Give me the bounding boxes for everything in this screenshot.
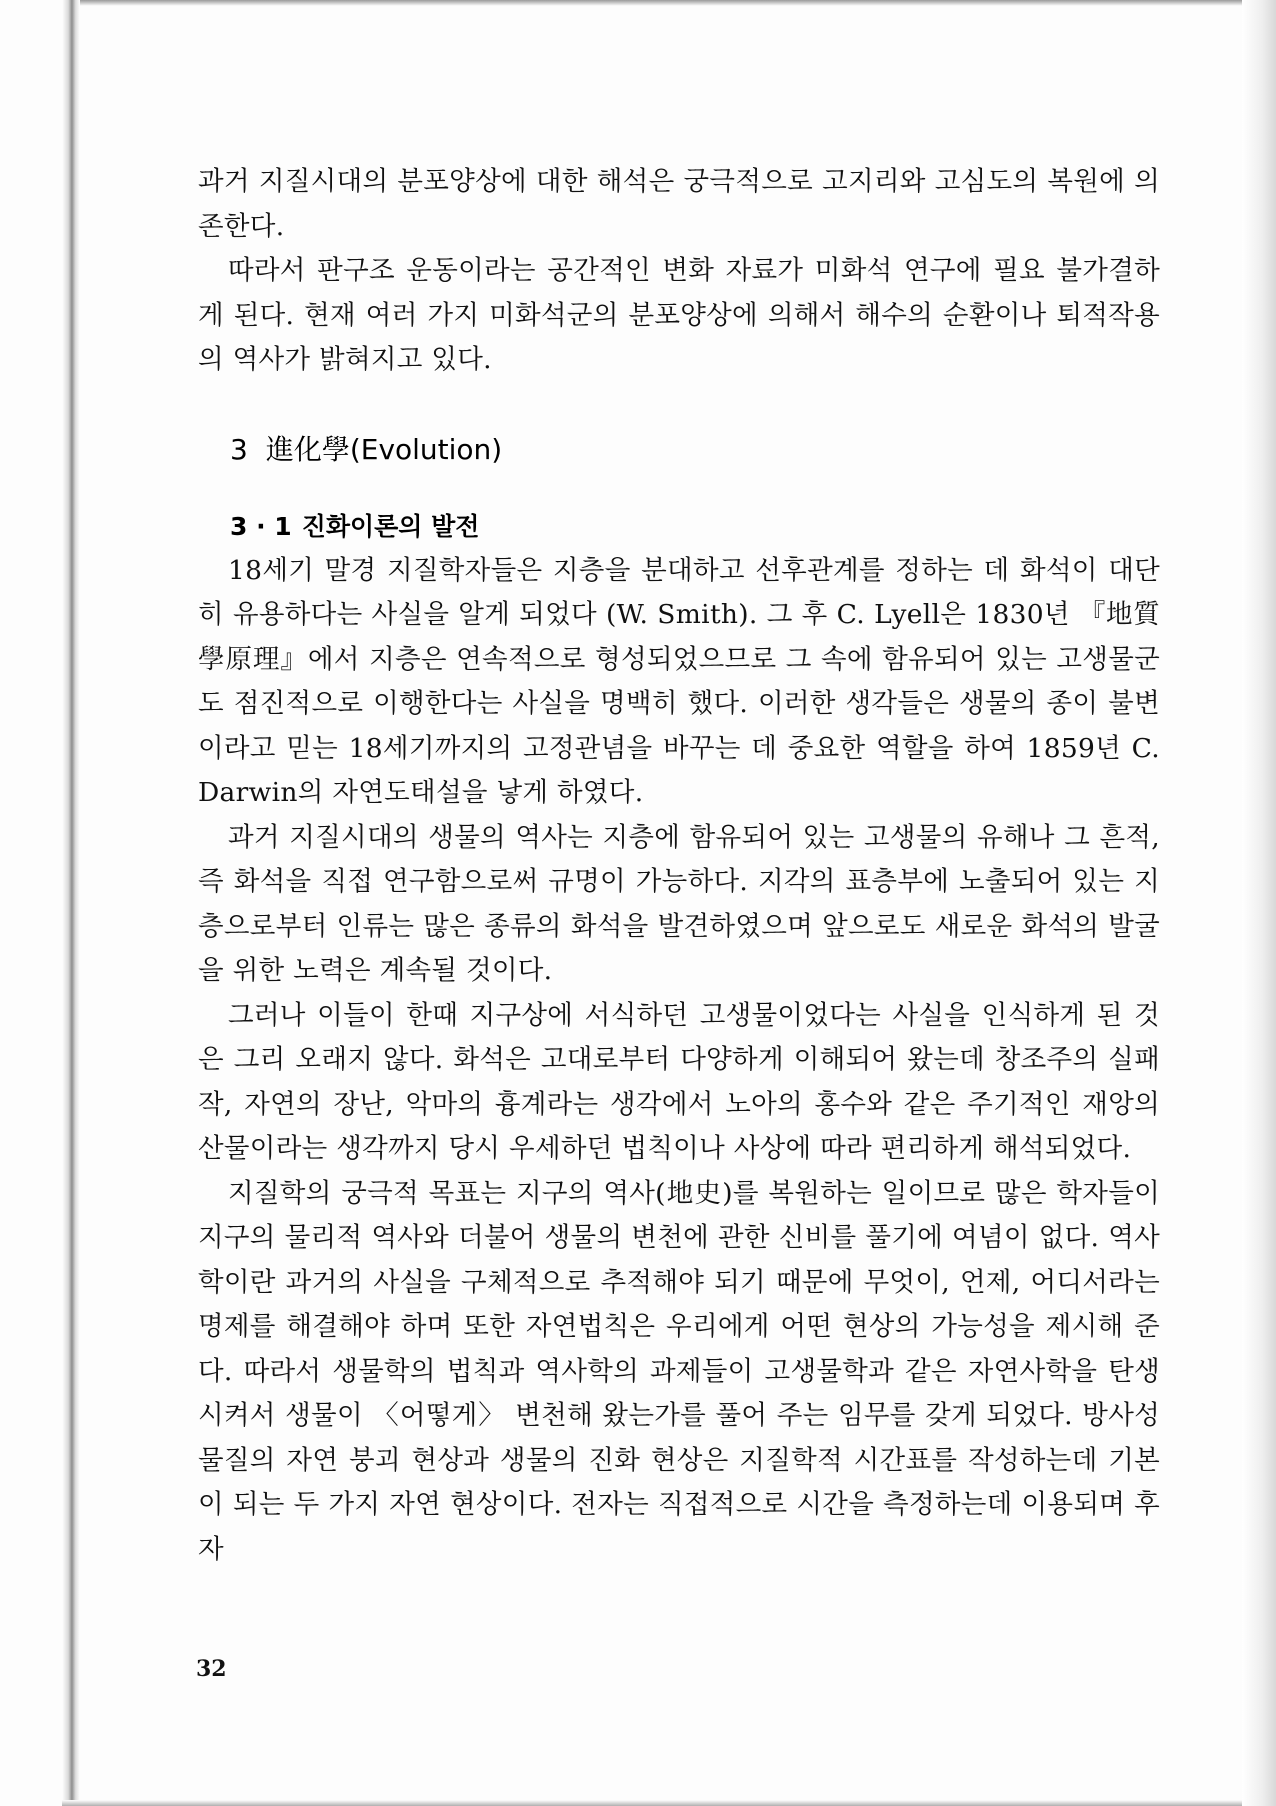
subsection-heading [230, 505, 1160, 549]
page-binding-edge [62, 0, 80, 1806]
body-paragraph-4: 지질학의 궁극적 목표는 지구의 역사(地史)를 복원하는 일이므로 많은 학자들이 지구의 물리적 역사와 더불어 생물의 변천에 관한 신비를 풀기에 여념이 없다. 역사학이란 과거의 사실을 구체적으로 추적해야 되기 때문에 무엇이, 언제, 어디서라는 명제를 해결해야 하며 또한 자연법칙은 우리에게 어떤 현상의 가능성을 제시해 준다. 따라서 생물학의 법칙과 역사학의 과제들이 고생물학과 같은 자연사학을 탄생시켜서 생물이 〈어떻게〉 변천해 왔는가를 풀어 주는 임무를 갖게 되었다. 방사성 물질의 자연 붕괴 현상과 생물의 진화 현상은 지질학적 시간표를 작성하는데 기본이 되는 두 가지 자연 현상이다. 전자는 직접적으로 시간을 측정하는데 이용되며 후자 [198, 1177, 1160, 1565]
intro-paragraph-2: 따라서 판구조 운동이라는 공간적인 변화 자료가 미화석 연구에 필요 불가결하게 된다. 현재 여러 가지 미화석군의 분포양상에 의해서 해수의 순환이나 퇴적작용의 역사가 밝혀지고 있다. [198, 255, 1160, 375]
body-paragraph-2: 과거 지질시대의 생물의 역사는 지층에 함유되어 있는 고생물의 유해나 그 흔적, 즉 화석을 직접 연구함으로써 규명이 가능하다. 지각의 표층부에 노출되어 있는 지층으로부터 인류는 많은 종류의 화석을 발견하였으며 앞으로도 새로운 화석의 발굴을 위한 노력은 계속될 것이다. [198, 821, 1160, 986]
body-paragraph-1: 18세기 말경 지질학자들은 지층을 분대하고 선후관계를 정하는 데 화석이 대단히 유용하다는 사실을 알게 되었다 (W. Smith). 그 후 C. Lyell은 1830년 『地質學原理』에서 지층은 연속적으로 형성되었으므로 그 속에 함유되어 있는 고생물군도 점진적으로 이행한다는 사실을 명백히 했다. 이러한 생각들은 생물의 종이 불변이라고 믿는 18세기까지의 고정관념을 바꾸는 데 중요한 역할을 하여 1859년 C. Darwin의 자연도태설을 낳게 하였다. [198, 554, 1160, 808]
page-content [198, 160, 1160, 1572]
section-title: 進化學(Evolution) [265, 432, 503, 466]
page-right-edge [1242, 0, 1276, 1806]
page-bottom-edge [62, 1800, 1242, 1806]
body-paragraph-3: 그러나 이들이 한때 지구상에 서식하던 고생물이었다는 사실을 인식하게 된 것은 그리 오래지 않다. 화석은 고대로부터 다양하게 이해되어 왔는데 창조주의 실패작, 자연의 장난, 악마의 흉계라는 생각에서 노아의 홍수와 같은 주기적인 재앙의 산물이라는 생각까지 당시 우세하던 법칙이나 사상에 따라 편리하게 해석되었다. [198, 999, 1160, 1164]
section-heading [230, 427, 1160, 473]
subsection-number: 3 · 1 [230, 511, 292, 541]
page-top-edge [62, 0, 1242, 6]
subsection-title: 진화이론의 발전 [301, 511, 480, 541]
intro-paragraph-1: 과거 지질시대의 분포양상에 대한 해석은 궁극적으로 고지리와 고심도의 복원에 의존한다. [198, 166, 1160, 242]
section-number: 3 [230, 432, 248, 466]
page-number: 32 [196, 1656, 227, 1682]
